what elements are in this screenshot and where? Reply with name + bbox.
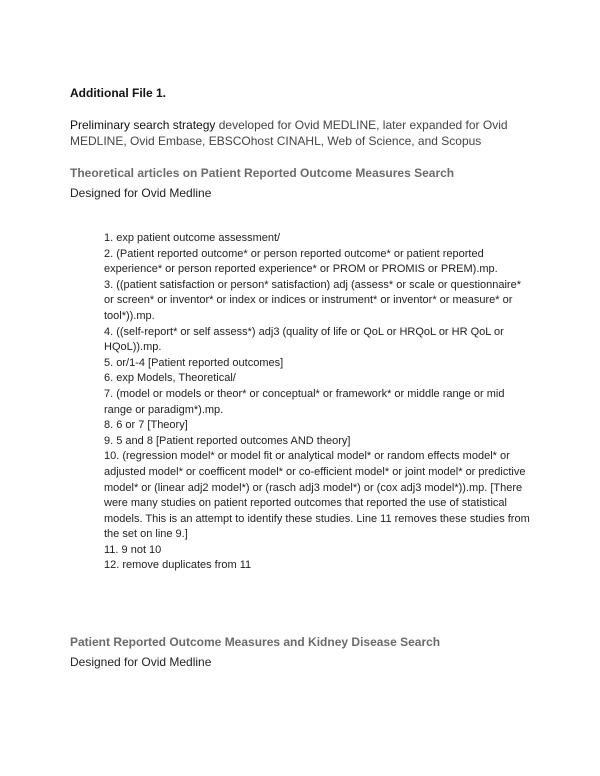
section-subtitle-kidney: Designed for Ovid Medline [70,655,212,669]
search-step: 4. ((self-report* or self assess*) adj3 (quality of life or QoL or HRQoL or HR QoL or HQoL)).mp. [104,325,504,354]
search-step: 8. 6 or 7 [Theory] [104,419,188,432]
search-step: 3. ((patient satisfaction or person* satisfaction) adj (assess* or scale or questionnaire* or screen* or inventor* or index or indices or instrument* or inventor* or measure* or tool*)).mp. [104,278,521,322]
search-step: 10. (regression model* or model fit or analytical model* or random effects model* or adjusted model* or coefficent model* or co-efficient model* or joint model* or predictive model* or (linear adj2 model*) or (rasch adj3 model*) or (cox adj3 model*)).mp. [There were many studies on patient reported outcomes that reported the use of statistical models. This is an attempt to identify these studies. Line 11 removes these studies from the set on line 9.] [104,450,530,541]
search-step: 7. (model or models or theor* or conceptual* or framework* or middle range or mid range or paradigm*).mp. [104,387,505,416]
section-heading-kidney: Patient Reported Outcome Measures and Kidney Disease Search [70,635,441,649]
search-step: 6. exp Models, Theoretical/ [104,372,236,385]
search-step: 12. remove duplicates from 11 [104,559,252,572]
intro-lead: Preliminary search strategy [70,118,216,132]
section-subtitle-theoretical: Designed for Ovid Medline [70,186,212,200]
search-step: 5. or/1-4 [Patient reported outcomes] [104,356,284,369]
intro-rest: developed for Ovid MEDLINE, later expanded for Ovid MEDLINE, Ovid Embase, EBSCOhost CINAHL, Web of Science, and Scopus [70,118,508,148]
search-step: 1. exp patient outcome assessment/ [104,232,281,244]
file-title: Additional File 1. [70,86,167,100]
intro-paragraph [70,117,530,149]
search-step: 11. 9 not 10 [104,543,162,556]
section-heading-theoretical: Theoretical articles on Patient Reported Outcome Measures Search [70,166,455,180]
search-step: 9. 5 and 8 [Patient reported outcomes AND theory] [104,434,351,447]
search-steps-list [104,231,532,574]
search-step: 2. (Patient reported outcome* or person reported outcome* or patient reported experience* or person reported experience* or PROM or PROMIS or PREM).mp. [104,247,498,276]
